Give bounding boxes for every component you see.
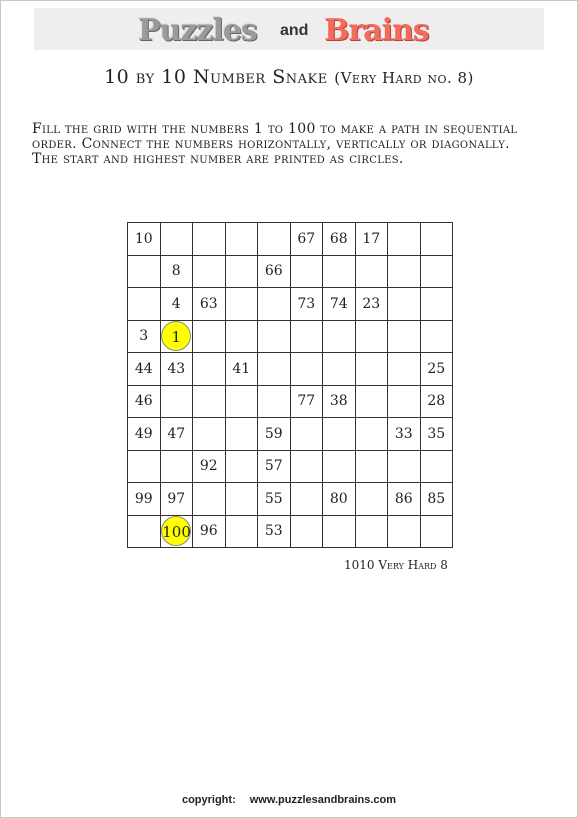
grid-cell-empty[interactable] (388, 515, 421, 548)
grid-cell-empty[interactable] (388, 255, 421, 288)
grid-cell-empty[interactable] (420, 450, 453, 483)
grid-cell-given: 47 (160, 418, 193, 451)
grid-cell-empty[interactable] (388, 223, 421, 256)
grid-cell-empty[interactable] (193, 385, 226, 418)
instruction-line: The start and highest number are printed as circles. (32, 151, 404, 167)
grid-cell-given: 59 (258, 418, 291, 451)
grid-cell-empty[interactable] (323, 320, 356, 353)
grid-cell-given: 17 (355, 223, 388, 256)
grid-cell-given: 49 (128, 418, 161, 451)
grid-cell-empty[interactable] (355, 255, 388, 288)
grid-cell-empty[interactable] (420, 515, 453, 548)
grid-cell-empty[interactable] (193, 255, 226, 288)
grid-row (128, 223, 453, 256)
grid-row (128, 353, 453, 386)
logo-word-puzzles: Puzzles (138, 13, 257, 48)
grid-cell-empty[interactable] (225, 385, 258, 418)
grid-cell-empty[interactable] (290, 353, 323, 386)
grid-cell-empty[interactable] (225, 483, 258, 516)
page-title (0, 66, 578, 88)
grid-cell-empty[interactable] (258, 288, 291, 321)
grid-cell-given: 80 (323, 483, 356, 516)
footer (0, 794, 578, 806)
grid-cell-given: 96 (193, 515, 226, 548)
grid-cell-empty[interactable] (225, 288, 258, 321)
grid-cell-empty[interactable] (193, 483, 226, 516)
grid-cell-empty[interactable] (355, 353, 388, 386)
grid-row (128, 483, 453, 516)
circled-number: 100 (161, 516, 191, 546)
grid-cell-given: 55 (258, 483, 291, 516)
grid-cell-empty[interactable] (258, 223, 291, 256)
grid-cell-empty[interactable] (323, 353, 356, 386)
grid-cell-given: 35 (420, 418, 453, 451)
grid-cell-empty[interactable] (290, 255, 323, 288)
grid-cell-given: 77 (290, 385, 323, 418)
instruction-line: Fill the grid with the numbers 1 to 100 to make a path in sequential (32, 121, 518, 137)
puzzle-grid (127, 222, 453, 548)
puzzle-caption: 1010 Very Hard 8 (344, 558, 448, 572)
grid-cell-given (160, 515, 193, 548)
grid-cell-empty[interactable] (193, 353, 226, 386)
grid-cell-given: 92 (193, 450, 226, 483)
grid-cell-empty[interactable] (193, 320, 226, 353)
grid-cell-empty[interactable] (128, 255, 161, 288)
grid-cell-empty[interactable] (420, 255, 453, 288)
grid-cell-given: 3 (128, 320, 161, 353)
grid-cell-given: 10 (128, 223, 161, 256)
grid-cell-empty[interactable] (128, 288, 161, 321)
grid-cell-given: 85 (420, 483, 453, 516)
grid-row (128, 385, 453, 418)
grid-cell-given: 86 (388, 483, 421, 516)
grid-cell-empty[interactable] (225, 320, 258, 353)
grid-cell-empty[interactable] (160, 450, 193, 483)
grid-cell-given: 4 (160, 288, 193, 321)
site-logo[interactable] (34, 8, 544, 50)
grid-cell-given: 8 (160, 255, 193, 288)
grid-cell-empty[interactable] (388, 320, 421, 353)
grid-cell-empty[interactable] (225, 418, 258, 451)
grid-cell-empty[interactable] (290, 450, 323, 483)
title-main: 10 by 10 Number Snake (104, 66, 328, 88)
grid-cell-empty[interactable] (290, 515, 323, 548)
grid-cell-empty[interactable] (420, 320, 453, 353)
grid-cell-empty[interactable] (258, 320, 291, 353)
grid-cell-given: 53 (258, 515, 291, 548)
grid-cell-given: 66 (258, 255, 291, 288)
grid-cell-given: 33 (388, 418, 421, 451)
grid-cell-empty[interactable] (355, 385, 388, 418)
grid-cell-empty[interactable] (290, 320, 323, 353)
title-subtitle: (Very Hard no. 8) (334, 69, 474, 87)
grid-cell-empty[interactable] (355, 515, 388, 548)
grid-cell-given: 68 (323, 223, 356, 256)
grid-cell-empty[interactable] (160, 385, 193, 418)
grid-cell-empty[interactable] (323, 418, 356, 451)
grid-row (128, 320, 453, 353)
copyright-label: copyright: (181, 794, 236, 806)
grid-cell-given: 23 (355, 288, 388, 321)
instruction-line: order. Connect the numbers horizontally, vertically or diagonally. (32, 136, 510, 152)
grid-row (128, 515, 453, 548)
grid-cell-empty[interactable] (355, 450, 388, 483)
grid-cell-empty[interactable] (160, 223, 193, 256)
circled-number: 1 (161, 321, 191, 351)
grid-cell-empty[interactable] (388, 385, 421, 418)
grid-cell-given (160, 320, 193, 353)
grid-cell-empty[interactable] (128, 515, 161, 548)
grid-cell-empty[interactable] (225, 450, 258, 483)
grid-cell-given: 25 (420, 353, 453, 386)
grid-cell-given: 97 (160, 483, 193, 516)
grid-cell-empty[interactable] (355, 320, 388, 353)
logo-word-brains: Brains (324, 13, 429, 48)
grid-cell-empty[interactable] (323, 515, 356, 548)
grid-cell-empty[interactable] (225, 515, 258, 548)
grid-cell-given: 57 (258, 450, 291, 483)
grid-cell-given: 41 (225, 353, 258, 386)
grid-cell-empty[interactable] (225, 223, 258, 256)
website-link[interactable]: www.puzzlesandbrains.com (249, 794, 397, 806)
grid-cell-given: 73 (290, 288, 323, 321)
grid-cell-given: 44 (128, 353, 161, 386)
grid-row (128, 288, 453, 321)
grid-cell-given: 28 (420, 385, 453, 418)
grid-cell-empty[interactable] (355, 418, 388, 451)
grid-cell-empty[interactable] (193, 418, 226, 451)
instructions (32, 122, 552, 167)
logo-word-and: and (280, 22, 309, 39)
grid-cell-given: 38 (323, 385, 356, 418)
grid-cell-empty[interactable] (258, 385, 291, 418)
grid-cell-empty[interactable] (258, 353, 291, 386)
grid-cell-empty[interactable] (225, 255, 258, 288)
grid-cell-given: 74 (323, 288, 356, 321)
grid-cell-empty[interactable] (355, 483, 388, 516)
grid-cell-given: 67 (290, 223, 323, 256)
grid-cell-empty[interactable] (290, 418, 323, 451)
grid-cell-empty[interactable] (420, 223, 453, 256)
grid-row (128, 418, 453, 451)
grid-row (128, 450, 453, 483)
grid-cell-empty[interactable] (323, 255, 356, 288)
grid-cell-empty[interactable] (193, 223, 226, 256)
grid-row (128, 255, 453, 288)
grid-cell-empty[interactable] (290, 483, 323, 516)
grid-cell-empty[interactable] (323, 450, 356, 483)
grid-cell-given: 46 (128, 385, 161, 418)
grid-cell-given: 43 (160, 353, 193, 386)
grid-cell-empty[interactable] (388, 353, 421, 386)
grid-cell-empty[interactable] (388, 288, 421, 321)
grid-cell-empty[interactable] (128, 450, 161, 483)
grid-cell-empty[interactable] (420, 288, 453, 321)
grid-cell-empty[interactable] (388, 450, 421, 483)
grid-cell-given: 99 (128, 483, 161, 516)
grid-cell-given: 63 (193, 288, 226, 321)
